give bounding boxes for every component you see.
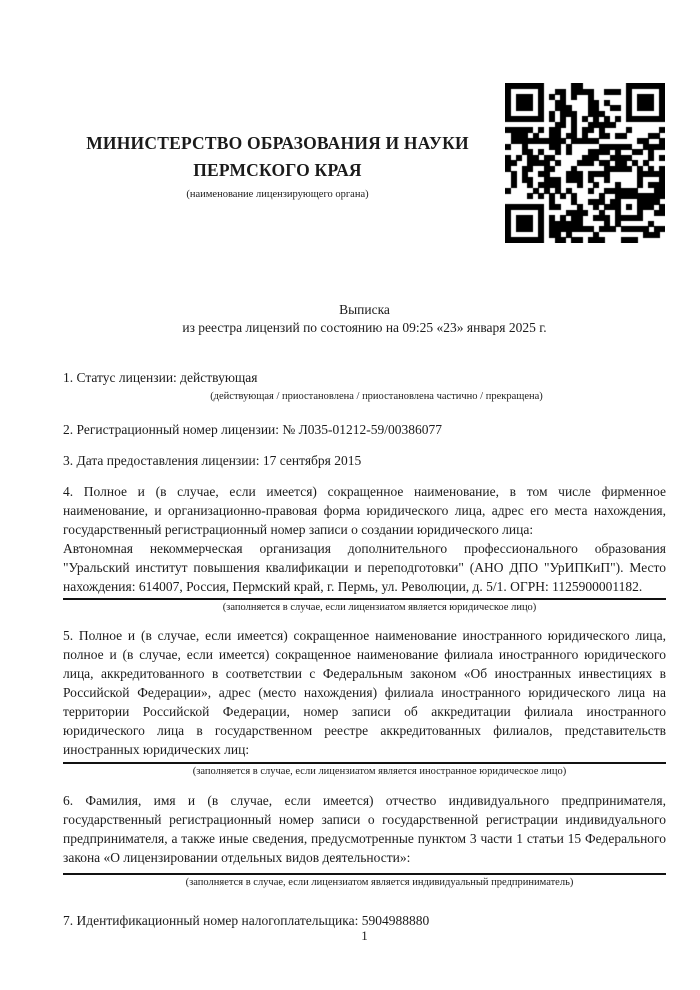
foreign-entity-rule — [63, 762, 666, 764]
section-legal-entity — [63, 482, 666, 614]
legal-entity-value: Автономная некоммерческая организация дополнительного профессионального образования "Уральский институт повышения квалификации и переподготовки" (АНО ДПО "УрИПКиП"). Место нахождения: 614007, Россия, Пермский край, г. Пермь, ул. Революции, д. 5/1. ОГРН: 1125900001182. — [63, 541, 666, 594]
legal-entity-caption: (заполняется в случае, если лицензиатом является юридическое лицо) — [222, 602, 537, 613]
document-title-line2: из реестра лицензий по состоянию на 09:25 «23» января 2025 г. — [182, 319, 547, 335]
field-license-status-caption: (действующая / приостановлена / приостановлена частично / прекращена) — [210, 391, 543, 402]
legal-entity-label: 4. Полное и (в случае, если имеется) сокращенное наименование, в том числе фирменное наименование, и организационно-правовая форма юридического лица, адрес его места нахождения, государственный регистрационный номер записи о создании юридического лица: — [63, 484, 666, 537]
qr-code-icon — [505, 83, 665, 243]
qr-code-canvas — [505, 83, 665, 243]
foreign-entity-caption: (заполняется в случае, если лицензиатом является иностранное юридическое лицо) — [192, 766, 567, 777]
document-body — [63, 368, 666, 931]
entrepreneur-rule — [63, 873, 666, 875]
foreign-entity-label: 5. Полное и (в случае, если имеется) сокращенное наименование иностранного юридического лица, полное и (в случае, если имеется) сокращенное наименование филиала иностранного юридического лица, аккредитованного в соответствии с Федеральным законом «Об иностранных инвестициях в Российской Федерации», адрес (место нахождения) филиала иностранного юридического лица на территории Российской Федерации, номер записи об аккредитации филиала иностранного юридического лица в государственном реестре аккредитованных филиалов, представительств иностранных юридических лиц: — [63, 628, 666, 757]
page-number: 1 — [361, 928, 368, 943]
field-taxpayer-number: 7. Идентификационный номер налогоплательщика: 5904988880 — [63, 913, 430, 928]
field-license-status: 1. Статус лицензии: действующая — [63, 370, 258, 385]
ministry-name-line2: ПЕРМСКОГО КРАЯ — [193, 160, 362, 180]
section-individual-entrepreneur — [63, 791, 666, 889]
legal-entity-rule — [63, 598, 666, 600]
field-license-date: 3. Дата предоставления лицензии: 17 сентября 2015 — [63, 453, 362, 468]
entrepreneur-label: 6. Фамилия, имя и (в случае, если имеется) отчество индивидуального предпринимателя, государственный регистрационный номер записи о государственной регистрации индивидуального предпринимателя, а также иные сведения, предусмотренные пунктом 3 части 1 статьи 15 Федерального закона «О лицензировании отдельных видов деятельности»: — [63, 793, 666, 865]
ministry-name-line1: МИНИСТЕРСТВО ОБРАЗОВАНИЯ И НАУКИ — [86, 133, 469, 153]
document-title — [63, 301, 666, 336]
entrepreneur-caption: (заполняется в случае, если лицензиатом является индивидуальный предприниматель) — [185, 877, 574, 888]
document-title-line1: Выписка — [339, 302, 390, 317]
field-registration-number: 2. Регистрационный номер лицензии: № Л035-01212-59/00386077 — [63, 422, 443, 437]
section-foreign-entity — [63, 626, 666, 778]
licensing-authority-header — [63, 130, 492, 201]
ministry-caption: (наименование лицензирующего органа) — [186, 189, 369, 200]
